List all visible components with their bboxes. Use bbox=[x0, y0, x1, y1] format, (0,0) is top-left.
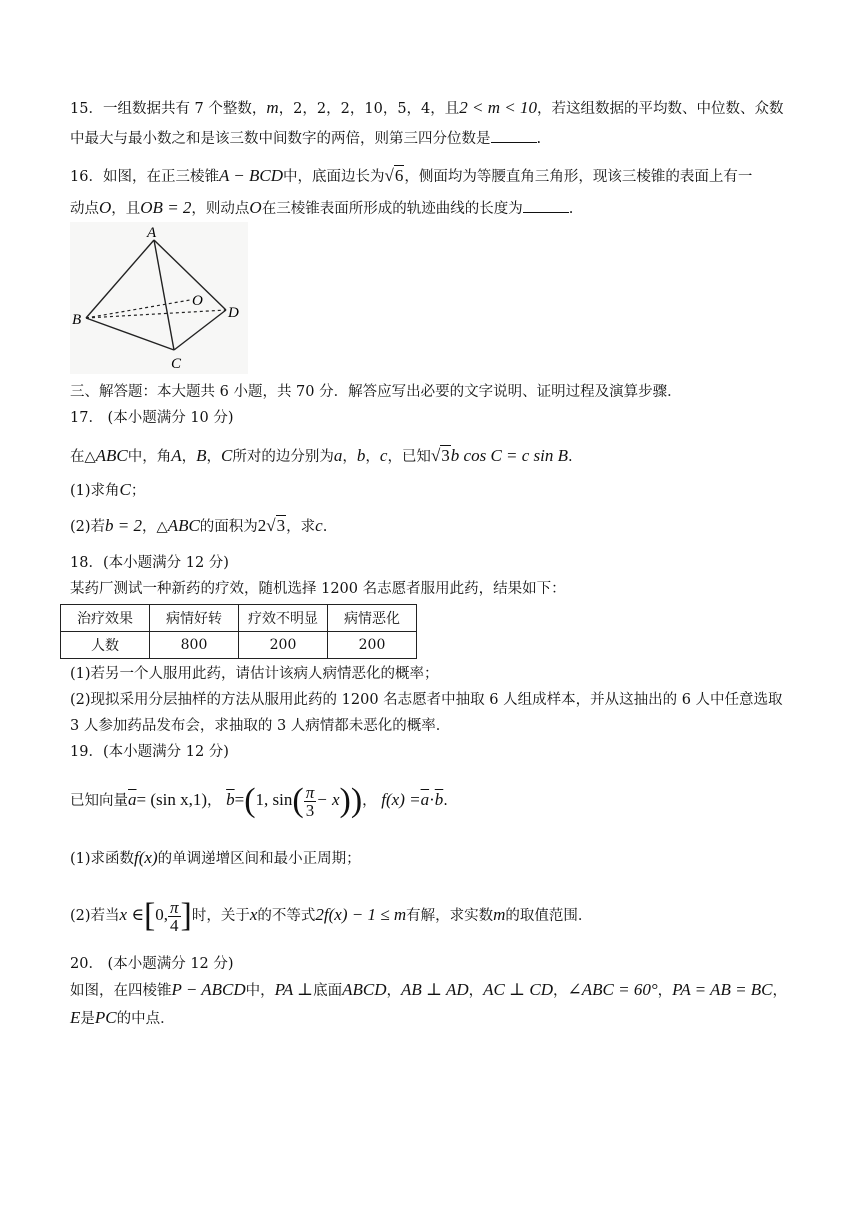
q19-header: 19．(本小题满分 12 分) bbox=[70, 744, 229, 760]
text: 中，角 bbox=[127, 449, 172, 465]
text: 16．如图，在正三棱锥 bbox=[70, 169, 219, 185]
math: ∠ABC = 60° bbox=[567, 980, 658, 999]
math: b bbox=[356, 446, 366, 465]
text: 的面积为 bbox=[199, 519, 258, 535]
edge-BD-hidden bbox=[86, 310, 226, 318]
math: E bbox=[70, 1008, 81, 1027]
text: (1)求角 bbox=[70, 483, 120, 499]
math: = bbox=[234, 790, 245, 809]
text: ， bbox=[772, 983, 788, 999]
math: x ∈ bbox=[119, 905, 144, 924]
text: ， bbox=[468, 983, 484, 999]
edge-CD bbox=[174, 310, 226, 350]
table-cell: 800 bbox=[150, 632, 239, 659]
q17-part1 bbox=[70, 480, 145, 501]
math: PC bbox=[94, 1008, 117, 1027]
text: ，已知 bbox=[387, 449, 431, 465]
math: AC ⊥ CD bbox=[483, 980, 553, 999]
text: (2)若 bbox=[70, 519, 106, 535]
text: 的不等式 bbox=[257, 908, 316, 924]
text: . bbox=[568, 201, 574, 217]
math-sqrt6: √6 bbox=[384, 166, 404, 185]
math-vector-a: $\overline{a}$ bbox=[128, 790, 137, 809]
text: (1)求函数 bbox=[70, 851, 135, 867]
label-A: A bbox=[147, 225, 157, 241]
table-row bbox=[61, 605, 417, 632]
math-vector-b: $\overline{b}$ bbox=[226, 790, 235, 809]
q20-header: 20． (本小题满分 12 分) bbox=[70, 956, 234, 972]
text: 所对的边分别为 bbox=[232, 449, 334, 465]
text: 底面 bbox=[313, 983, 343, 999]
text: 有解，求实数 bbox=[406, 908, 494, 924]
q18-header: 18．(本小题满分 12 分) bbox=[70, 555, 229, 571]
text: 如图，在四棱锥 bbox=[70, 983, 172, 999]
text: . bbox=[443, 793, 448, 809]
segment-BO-hidden bbox=[86, 300, 190, 318]
results-table bbox=[60, 604, 417, 659]
math-O: O bbox=[249, 198, 262, 217]
text: ， bbox=[553, 983, 568, 999]
table-cell: 200 bbox=[328, 632, 417, 659]
label-D: D bbox=[228, 305, 239, 321]
math-O: O bbox=[99, 198, 112, 217]
text: ， bbox=[206, 449, 222, 465]
text: . bbox=[568, 449, 573, 465]
paren-close: ) bbox=[350, 782, 363, 819]
table-cell: 人数 bbox=[61, 632, 150, 659]
math: 0, bbox=[155, 905, 169, 924]
numerator: π bbox=[170, 897, 179, 917]
text: 时，关于 bbox=[191, 908, 250, 924]
math: m bbox=[493, 905, 506, 924]
text: 是 bbox=[80, 1011, 95, 1027]
text: ， bbox=[386, 983, 402, 999]
text: . bbox=[322, 519, 328, 535]
text: ， bbox=[207, 793, 222, 809]
table-cell: 病情恶化 bbox=[328, 605, 417, 632]
text: 在三棱锥表面所形成的轨迹曲线的长度为 bbox=[261, 201, 523, 217]
q18-part2-line1: (2)现拟采用分层抽样的方法从服用此药的 1200 名志愿者中抽取 6 人组成样本，并从这抽出的 6 人中任意选取 bbox=[70, 692, 783, 708]
paren-open: ( bbox=[292, 782, 304, 819]
math: b = 2 bbox=[105, 516, 143, 535]
table-cell: 治疗效果 bbox=[61, 605, 150, 632]
text: 中，底面边长为 bbox=[283, 169, 385, 185]
math-tetrahedron: A − BCD bbox=[218, 166, 284, 185]
q20-line1 bbox=[70, 980, 787, 1001]
text: ； bbox=[130, 483, 146, 499]
math: c bbox=[315, 516, 323, 535]
math: b cos C = c sin B bbox=[450, 446, 569, 465]
fraction bbox=[168, 899, 181, 934]
table-cell: 病情好转 bbox=[150, 605, 239, 632]
math: ABC bbox=[167, 516, 200, 535]
math: a bbox=[333, 446, 343, 465]
text: 动点 bbox=[70, 201, 99, 217]
text: ， bbox=[181, 449, 197, 465]
bracket-close: ] bbox=[180, 897, 192, 934]
q17-part2 bbox=[70, 516, 327, 537]
edge-AB bbox=[86, 240, 154, 318]
q16-line1 bbox=[70, 166, 752, 187]
text: 的取值范围． bbox=[505, 908, 593, 924]
math-m: m bbox=[266, 98, 279, 117]
text: 中， bbox=[245, 983, 275, 999]
text: . bbox=[536, 131, 542, 147]
text: 中最大与最小数之和是该三数中间数字的两倍，则第三四分位数是 bbox=[70, 131, 491, 147]
q17-header: 17． (本小题满分 10 分) bbox=[70, 410, 234, 426]
q19-part2 bbox=[70, 895, 592, 936]
math-OB: OB = 2 bbox=[140, 198, 192, 217]
radicand: 3 bbox=[441, 446, 450, 465]
section-heading: 三、解答题：本大题共 6 小题，共 70 分．解答应写出必要的文字说明、证明过程及演算步骤． bbox=[70, 384, 682, 400]
text: 已知向量 bbox=[70, 793, 128, 809]
tetrahedron-diagram bbox=[70, 222, 248, 374]
q19-part1 bbox=[70, 848, 361, 869]
math: 1, sin bbox=[255, 790, 293, 809]
math: x bbox=[249, 905, 258, 924]
answer-blank bbox=[523, 198, 569, 213]
text: ， bbox=[342, 449, 357, 465]
paren-open: ( bbox=[244, 782, 256, 819]
radicand: 3 bbox=[276, 516, 286, 535]
math: − x bbox=[316, 790, 340, 809]
text: (2)若当 bbox=[70, 908, 120, 924]
numerator: π bbox=[305, 782, 315, 802]
math-inequality: 2 < m < 10 bbox=[459, 98, 537, 117]
label-C: C bbox=[171, 356, 182, 372]
math: ABCD bbox=[342, 980, 387, 999]
text: 的单调递增区间和最小正周期； bbox=[157, 851, 361, 867]
edge-BC bbox=[86, 318, 174, 350]
math: 2f(x) − 1 ≤ m bbox=[315, 905, 407, 924]
denominator: 3 bbox=[305, 800, 315, 820]
math: C bbox=[119, 480, 131, 499]
text: 在△ bbox=[70, 449, 96, 465]
text: 15．一组数据共有 7 个整数， bbox=[70, 101, 267, 117]
math: B bbox=[196, 446, 207, 465]
table-cell: 200 bbox=[239, 632, 328, 659]
q17-line1 bbox=[70, 446, 573, 467]
text: ，侧面均为等腰直角三角形，现该三棱锥的表面上有一 bbox=[404, 169, 753, 185]
math: A bbox=[171, 446, 182, 465]
math: · bbox=[429, 790, 435, 809]
text: ， bbox=[365, 449, 380, 465]
q15-line1 bbox=[70, 98, 784, 119]
text: 的中点． bbox=[116, 1011, 175, 1027]
q20-line2 bbox=[70, 1008, 175, 1029]
math: $\overline{a}$ bbox=[420, 790, 430, 809]
denominator: 4 bbox=[170, 915, 179, 935]
q16-line2 bbox=[70, 198, 573, 219]
paren-close: ) bbox=[339, 782, 351, 819]
label-B: B bbox=[72, 312, 82, 328]
text: ，△ bbox=[142, 519, 168, 535]
math: PA = AB = BC bbox=[672, 980, 773, 999]
radicand: 6 bbox=[394, 166, 404, 185]
math: P − ABCD bbox=[171, 980, 246, 999]
math: c bbox=[379, 446, 388, 465]
math: C bbox=[221, 446, 233, 465]
math: 2 bbox=[257, 516, 267, 535]
label-O: O bbox=[192, 293, 203, 309]
text: ，则动点 bbox=[191, 201, 250, 217]
bracket-open: [ bbox=[143, 897, 156, 934]
table-row bbox=[61, 632, 417, 659]
tetrahedron-figure bbox=[70, 222, 248, 374]
q18-part1: (1)若另一个人服用此药，请估计该病人病情恶化的概率； bbox=[70, 666, 439, 682]
text: ，求 bbox=[286, 519, 316, 535]
q19-line1 bbox=[70, 780, 448, 821]
text: ， bbox=[657, 983, 673, 999]
math: f(x) bbox=[134, 848, 158, 867]
text: ， bbox=[362, 793, 377, 809]
q18-intro: 某药厂测试一种新药的疗效，随机选择 1200 名志愿者服用此药，结果如下： bbox=[70, 581, 566, 597]
math: f(x) = bbox=[381, 790, 421, 809]
math-sqrt3: √3 bbox=[266, 516, 286, 535]
math: PA ⊥ bbox=[274, 980, 314, 999]
text: ，2，2，2，10，5，4，且 bbox=[278, 101, 460, 117]
q15-line2 bbox=[70, 128, 541, 149]
math: ABC bbox=[95, 446, 128, 465]
table-cell: 疗效不明显 bbox=[239, 605, 328, 632]
answer-blank bbox=[491, 128, 537, 143]
math-sqrt3: √3 bbox=[430, 446, 450, 465]
q18-part2-line2: 3 人参加药品发布会，求抽取的 3 人病情都未恶化的概率． bbox=[70, 718, 451, 734]
text: ，若这组数据的平均数、中位数、众数 bbox=[537, 101, 784, 117]
math: $\overline{b}$ bbox=[434, 790, 444, 809]
fraction bbox=[304, 784, 317, 819]
math: AB ⊥ AD bbox=[401, 980, 469, 999]
math: = (sin x,1) bbox=[136, 790, 207, 809]
text: ，且 bbox=[111, 201, 141, 217]
